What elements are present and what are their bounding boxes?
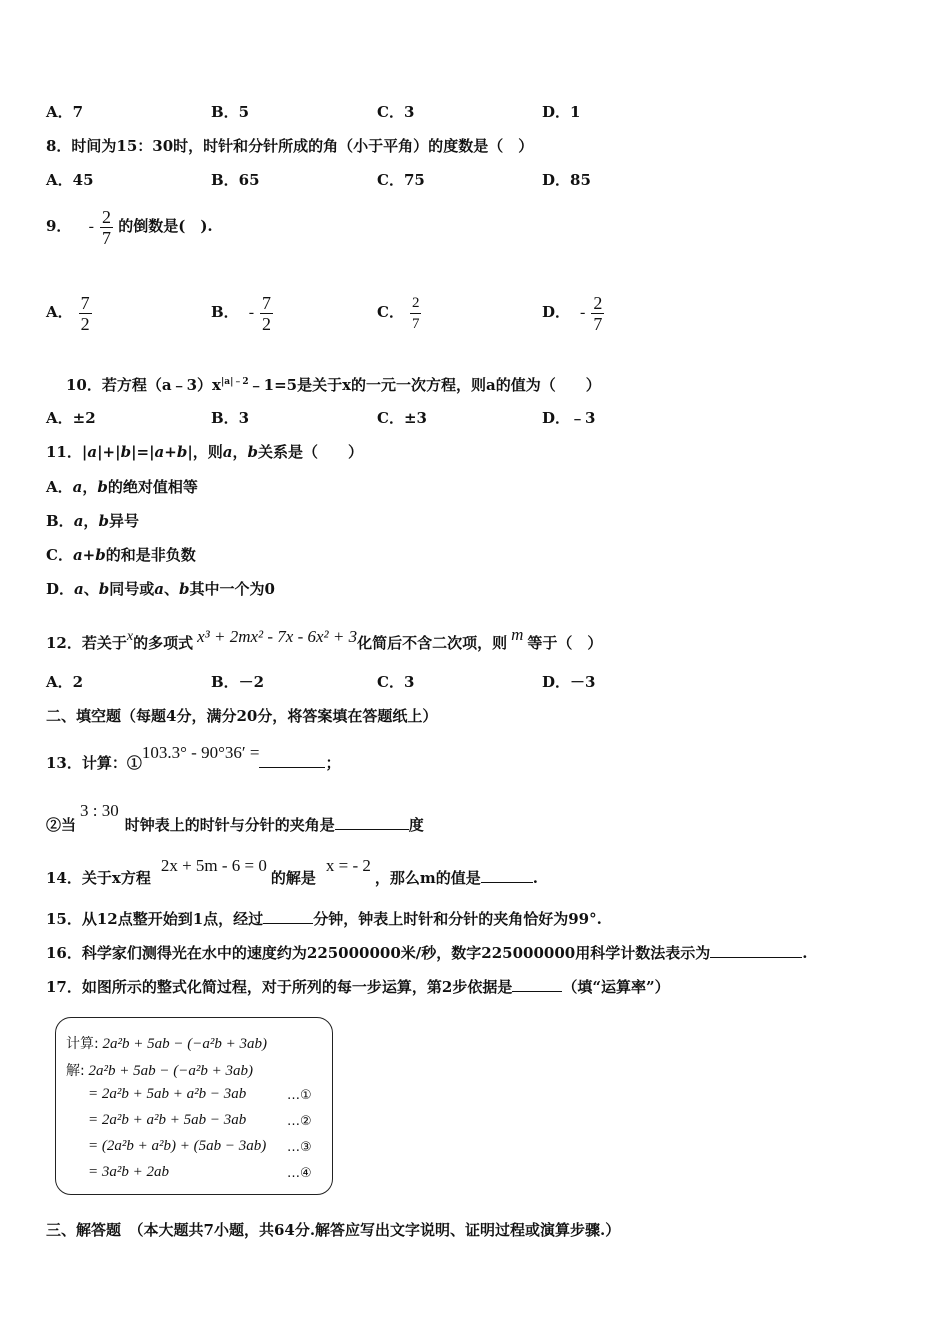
- q10-option-a: A．±2: [46, 409, 96, 427]
- q13-part1: [46, 736, 340, 780]
- q13-expression: 103.3° - 90°36′ =: [141, 743, 260, 762]
- q12-end: 等于（ ）: [527, 634, 603, 652]
- q8-option-d: D．85: [542, 171, 591, 189]
- q13-end: ；: [325, 754, 341, 772]
- q11-option-a-var-b: b: [97, 478, 108, 496]
- q9-option-c-den: 7: [410, 313, 422, 334]
- q9-option-a-label: A．: [46, 303, 73, 321]
- q17-post: （填“运算率”）: [562, 978, 670, 996]
- q12-option-a: A．2: [46, 673, 84, 691]
- figure-step-1-mark: …①: [287, 1088, 312, 1103]
- q9-option-a-frac: [79, 293, 92, 334]
- figure-solution-line: [66, 1060, 253, 1080]
- section-2-heading: 二、填空题（每题4分，满分20分，将答案填在答题纸上）: [46, 707, 438, 725]
- q11-option-b-sep: ，: [83, 512, 99, 530]
- q15-pre: 15．从12点整开始到1点，经过: [46, 910, 264, 928]
- q14-pre: 14．关于x方程: [46, 869, 151, 887]
- q11-option-a-var-a: a: [72, 478, 83, 496]
- q11-option-d-text1: 同号或: [109, 580, 155, 598]
- q8-option-b: B．65: [211, 171, 260, 189]
- q9-option-a: [46, 290, 92, 335]
- q11-option-a-text: 的绝对值相等: [107, 478, 198, 496]
- q9-neg: -: [88, 218, 94, 235]
- q14-answer-blank[interactable]: [481, 868, 533, 883]
- q14-equation: 2x + 5m - 6 = 0: [160, 856, 267, 875]
- q13-part2-post: 时钟表上的时针与分针的夹角是: [124, 816, 335, 834]
- q11-stem: [46, 442, 363, 462]
- q11-option-c: [46, 545, 196, 565]
- q11-var-a: a: [87, 443, 98, 461]
- q11-option-b-text: 异号: [108, 512, 139, 530]
- q13-answer-blank-2[interactable]: [335, 815, 409, 830]
- q13-part2-end: 度: [408, 816, 424, 834]
- q9-option-d-neg: -: [580, 304, 586, 321]
- q11-comma: ，: [232, 443, 248, 461]
- q7-option-a: A．7: [46, 103, 84, 121]
- figure-step-3-mark: …③: [287, 1140, 312, 1155]
- q9-frac-den: 7: [102, 227, 111, 248]
- q11-option-d-label: D．: [46, 580, 75, 598]
- q9-option-b-den: 2: [262, 313, 272, 334]
- q11-stem-a: 11．|: [46, 443, 88, 461]
- q12-post: 化简后不含二次项，则: [357, 634, 508, 652]
- q9-option-c: [377, 290, 421, 335]
- q11-var-b: b: [120, 443, 132, 461]
- q7-option-b: B．5: [211, 103, 250, 121]
- figure-sol-label: 解:: [66, 1063, 85, 1079]
- q8-option-c: C．75: [377, 171, 425, 189]
- q11-stem-b: |+|: [97, 443, 121, 461]
- q11-option-d-var-a2: a: [154, 580, 165, 598]
- q11-option-d-text2: 其中一个为0: [189, 580, 275, 598]
- q10-option-c: C．±3: [377, 409, 427, 427]
- q9-option-c-frac: [410, 293, 422, 334]
- q12-option-d: D．－3: [542, 673, 596, 691]
- q11-option-d: [46, 579, 275, 599]
- q17-stem: [46, 977, 670, 997]
- q11-stem-c: |=|: [131, 443, 155, 461]
- q11-option-c-text: 的和是非负数: [105, 546, 196, 564]
- q9-number: 9．: [46, 217, 72, 235]
- q11-var-a2: a: [222, 443, 233, 461]
- q11-option-d-var-b: b: [98, 580, 110, 598]
- q12-stem: [46, 620, 602, 658]
- figure-step-1: = 2a²b + 5ab + a²b − 3ab: [88, 1086, 247, 1102]
- q9-frac-num: 2: [102, 206, 111, 227]
- q7-option-d: D．1: [542, 103, 581, 121]
- q9-option-b-label: B．: [211, 303, 239, 321]
- simplification-figure: [55, 1017, 333, 1195]
- q9-option-b-num: 7: [262, 292, 272, 313]
- figure-step-2: = 2a²b + a²b + 5ab − 3ab: [88, 1112, 247, 1128]
- q16-end: .: [802, 944, 808, 962]
- q9-option-d: [542, 290, 604, 335]
- q11-var-ab: a+b: [154, 443, 188, 461]
- q13-time: 3 : 30: [80, 801, 119, 820]
- q16-stem: [46, 943, 807, 963]
- figure-step-4: = 3a²b + 2ab: [88, 1164, 169, 1180]
- q10-sup: |a|﹣2: [220, 377, 249, 387]
- q9-option-d-label: D．: [542, 303, 571, 321]
- figure-calc-expr: 2a²b + 5ab − (−a²b + 3ab): [102, 1036, 267, 1052]
- q12-pre: 12．若关于: [46, 634, 127, 652]
- figure-calc-label: 计算:: [66, 1036, 99, 1052]
- section-3-heading: 三、解答题 （本大题共7小题，共64分.解答应写出文字说明、证明过程或演算步骤.）: [46, 1221, 621, 1239]
- q13-part2-pre: ②当: [46, 816, 77, 834]
- q14-stem: [46, 846, 538, 898]
- q13-part2: [46, 792, 424, 844]
- q12-var-x: x: [126, 629, 134, 644]
- q11-option-a-sep: ，: [82, 478, 98, 496]
- q12-var-m: m: [511, 625, 524, 644]
- q8-stem: 8．时间为15：30时，时针和分针所成的角（小于平角）的度数是（ ）: [46, 137, 534, 155]
- q9-option-c-label: C．: [377, 303, 404, 321]
- q16-answer-blank[interactable]: [710, 943, 802, 958]
- q11-option-d-var-a: a: [74, 580, 84, 598]
- q9-option-d-frac: [591, 293, 604, 334]
- figure-step-3: = (2a²b + a²b) + (5ab − 3ab): [88, 1138, 267, 1154]
- figure-step-2-mark: …②: [287, 1114, 312, 1129]
- q11-option-b-var-b: b: [98, 512, 109, 530]
- q15-post: 分钟，钟表上时针和分针的夹角恰好为99°.: [313, 910, 602, 928]
- q13-pre: 13．计算：①: [46, 754, 142, 772]
- q11-option-b-var-a: a: [73, 512, 84, 530]
- q12-option-c: C．3: [377, 673, 415, 691]
- q12-polynomial: x³ + 2mx² - 7x - 6x² + 3: [197, 627, 358, 646]
- q13-answer-blank-1[interactable]: [259, 753, 325, 768]
- q10-stem: [66, 372, 601, 395]
- q14-end: .: [532, 869, 539, 887]
- q11-option-d-var-b2: b: [179, 580, 190, 598]
- q8-option-a: A．45: [46, 171, 94, 189]
- q10-post: ﹣1=5是关于x的一元一次方程，则a的值为（ ）: [248, 376, 601, 394]
- figure-step-4-mark: …④: [287, 1166, 312, 1181]
- q14-mid: 的解是: [270, 869, 316, 887]
- q11-option-d-sep1: 、: [83, 580, 99, 598]
- q15-stem: [46, 909, 602, 929]
- q9-option-b-neg: -: [248, 304, 255, 321]
- q9-option-d-num: 2: [593, 292, 603, 313]
- q11-var-b2: b: [247, 443, 259, 461]
- q12-mid: 的多项式: [133, 634, 194, 652]
- q9-option-b: [211, 290, 273, 335]
- figure-calc-line: [66, 1033, 267, 1053]
- q9-fraction: [100, 207, 113, 248]
- q9-option-c-num: 2: [411, 294, 420, 311]
- q17-answer-blank[interactable]: [512, 977, 562, 992]
- q16-pre: 16．科学家们测得光在水中的速度约为225000000米/秒，数字225000000用科学计数法表示为: [46, 944, 711, 962]
- q11-stem-d: |，则: [187, 443, 223, 461]
- q12-option-b: B．－2: [211, 673, 265, 691]
- q11-option-c-var-ab: a+b: [72, 546, 106, 564]
- q11-option-a-label: A．: [46, 478, 73, 496]
- q11-stem-e: 关系是（ ）: [258, 443, 364, 461]
- q11-option-d-sep2: 、: [164, 580, 180, 598]
- q9-option-b-frac: [260, 293, 273, 334]
- q14-post: ，那么m的值是: [374, 869, 481, 887]
- q11-option-b-label: B．: [46, 512, 74, 530]
- q10-option-d: D．﹣3: [542, 409, 596, 427]
- q15-answer-blank[interactable]: [263, 909, 313, 924]
- q11-option-c-label: C．: [46, 546, 73, 564]
- q9-option-a-num: 7: [80, 292, 90, 313]
- q11-option-b: [46, 511, 139, 531]
- q9-option-d-den: 7: [593, 313, 603, 334]
- q9-stem: [46, 204, 213, 249]
- q10-pre: 10．若方程（a﹣3）x: [66, 376, 221, 394]
- q9-suffix: 的倒数是( ).: [118, 217, 213, 235]
- figure-sol-expr: 2a²b + 5ab − (−a²b + 3ab): [88, 1063, 253, 1079]
- q17-pre: 17．如图所示的整式化简过程，对于所列的每一步运算，第2步依据是: [46, 978, 513, 996]
- q10-option-b: B．3: [211, 409, 250, 427]
- q9-option-a-den: 2: [80, 313, 90, 334]
- q7-option-c: C．3: [377, 103, 415, 121]
- q14-solution: x = - 2: [325, 856, 371, 875]
- q11-option-a: [46, 477, 198, 497]
